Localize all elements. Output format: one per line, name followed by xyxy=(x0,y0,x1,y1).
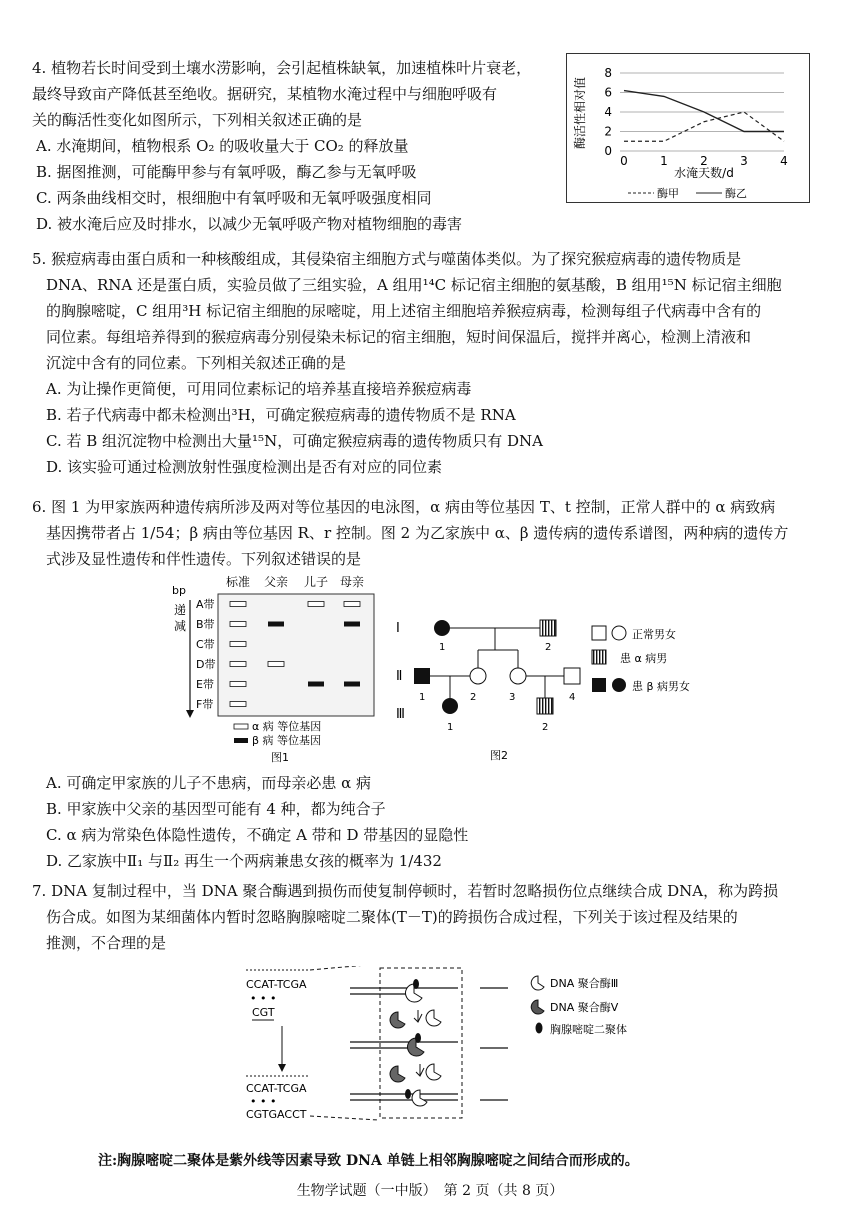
gel-row-label: B带 xyxy=(196,618,215,631)
q6-option-d: D. 乙家族中Ⅱ₁ 与Ⅱ₂ 再生一个两病兼患女孩的概率为 1/432 xyxy=(46,852,442,870)
legend-pol-V-icon xyxy=(531,1000,544,1014)
gel-row-label: F带 xyxy=(196,698,214,711)
note-label: 注: xyxy=(98,1153,118,1169)
fig2-caption: 图2 xyxy=(490,749,508,762)
legend-alpha-band xyxy=(234,724,248,729)
bp-label: bp xyxy=(172,584,186,597)
III2-alpha-male xyxy=(537,698,553,714)
x-tick-label: 1 xyxy=(660,154,668,168)
III1-beta-female xyxy=(442,698,458,714)
mother-band-beta-1 xyxy=(344,622,360,627)
legend-dimer-icon xyxy=(536,1023,543,1034)
legend-alpha-label: 患 α 病男 xyxy=(620,652,668,665)
legend-pol-III-label: DNA 聚合酶Ⅲ xyxy=(550,977,619,990)
x-tick-label: 3 xyxy=(740,154,748,168)
mother-band-alpha xyxy=(344,602,360,607)
q5-option-d: D. 该实验可通过检测放射性强度检测出是否有对应的同位素 xyxy=(46,458,443,476)
II2-number: 2 xyxy=(470,692,477,703)
q5-option-b: B. 若子代病毒中都未检测出³H，可确定猴痘病毒的遗传物质不是 RNA xyxy=(46,406,516,424)
q6-line-3: 式涉及显性遗传和伴性遗传。下列叙述错误的是 xyxy=(46,550,362,568)
y-tick-label: 8 xyxy=(604,66,612,80)
legend-dimer-label: 胸腺嘧啶二聚体 xyxy=(550,1023,627,1036)
II1-beta-male xyxy=(414,668,430,684)
pol-III-free-icon xyxy=(426,1010,441,1026)
seq-top-dots: • • • xyxy=(250,992,277,1005)
standard-band xyxy=(230,682,246,687)
mother-band-beta-2 xyxy=(344,682,360,687)
III1-number: 1 xyxy=(447,722,454,733)
q6-option-c: C. α 病为常染色体隐性遗传，不确定 A 带和 D 带基因的显隐性 xyxy=(46,826,469,844)
legend-normal-label: 正常男女 xyxy=(632,628,676,641)
II2-normal-female xyxy=(470,668,486,684)
q4-line-3: 关的酶活性变化如图所示，下列相关叙述正确的是 xyxy=(32,111,363,129)
q5-line-2: DNA、RNA 还是蛋白质，实验员做了三组实验，A 组用¹⁴C 标记宿主细胞的氨基酸，B 组用¹⁵N 标记宿主细胞 xyxy=(46,276,782,294)
q7-line-3: 推测，不合理的是 xyxy=(46,934,167,952)
legend-beta-label: β 病 等位基因 xyxy=(252,734,322,747)
I2-number: 2 xyxy=(545,642,552,653)
legend-beta-female-icon xyxy=(612,678,626,692)
q5-stem xyxy=(32,246,782,480)
III2-number: 2 xyxy=(542,722,549,733)
x-tick-label: 0 xyxy=(620,154,628,168)
y-tick-label: 6 xyxy=(604,85,612,100)
son-band-beta xyxy=(308,682,324,687)
translesion-synthesis-figure xyxy=(238,966,678,1122)
q5-line-4: 同位素。每组培养得到的猴痘病毒分别侵染未标记的宿主细胞，短时间保温后，搅拌并离心，检测上清液和 xyxy=(46,328,752,346)
note-text: 胸腺嘧啶二聚体是紫外线等因素导致 DNA 单链上相邻胸腺嘧啶之间结合而形成的。 xyxy=(117,1153,639,1169)
q4-option-a: A. 水淹期间，植物根系 O₂ 的吸收量大于 CO₂ 的释放量 xyxy=(36,137,409,155)
legend-beta-label: 患 β 病男女 xyxy=(632,680,691,693)
legend-alpha-male-icon xyxy=(592,650,606,664)
q4-stem xyxy=(32,55,531,237)
gen-I: Ⅰ xyxy=(396,621,400,636)
gel-row-label: D带 xyxy=(196,658,216,671)
gel-row-label: C带 xyxy=(196,638,215,651)
q4-option-c: C. 两条曲线相交时，根细胞中有氧呼吸和无氧呼吸强度相同 xyxy=(36,189,432,207)
standard-band xyxy=(230,662,246,667)
legend-beta-male-icon xyxy=(592,678,606,692)
electrophoresis-figure xyxy=(168,572,392,768)
legend-enzyme-b: 酶乙 xyxy=(725,187,747,200)
gel-column-label: 母亲 xyxy=(339,575,365,589)
standard-band xyxy=(230,702,246,707)
gel-column-label: 儿子 xyxy=(303,575,329,589)
gen-III: Ⅲ xyxy=(396,707,405,722)
y-tick-label: 0 xyxy=(604,144,612,158)
gel-row-label: A带 xyxy=(196,598,215,611)
seq-top-new: CGT xyxy=(252,1006,275,1019)
legend-beta-band xyxy=(234,738,248,743)
II4-number: 4 xyxy=(569,692,576,703)
II3-normal-female xyxy=(510,668,526,684)
q6-stem xyxy=(32,494,788,572)
q4-line-1: 4. 植物若长时间受到土壤水涝影响，会引起植株缺氧，加速植株叶片衰老， xyxy=(32,59,532,77)
page-footer: 生物学试题（一中版） 第 2 页（共 8 页） xyxy=(296,1183,564,1199)
seq-bottom-new: CGTGACCT xyxy=(246,1108,307,1121)
legend-alpha-label: α 病 等位基因 xyxy=(252,720,322,733)
standard-band xyxy=(230,622,246,627)
descending-label-1: 递 xyxy=(174,603,187,617)
q6-line-2: 基因携带者占 1/54；β 病由等位基因 R、r 控制。图 2 为乙家族中 α、β 遗传病的遗传系谱图，两种病的遗传方 xyxy=(46,524,789,542)
down-arrow-icon xyxy=(278,1064,286,1072)
II1-number: 1 xyxy=(419,692,426,703)
q5-line-3: 的胸腺嘧啶，C 组用³H 标记宿主细胞的尿嘧啶，用上述宿主细胞培养猴痘病毒，检测每组子代病毒中含有的 xyxy=(46,302,762,320)
standard-band xyxy=(230,642,246,647)
gel-column-label: 父亲 xyxy=(263,575,289,589)
gen-II: Ⅱ xyxy=(396,669,403,684)
q6-option-b: B. 甲家族中父亲的基因型可能有 4 种，都为纯合子 xyxy=(46,800,386,818)
son-band-alpha xyxy=(308,602,324,607)
I1-beta-female xyxy=(434,620,450,636)
legend-normal-female-icon xyxy=(612,626,626,640)
q5-option-a: A. 为让操作更简便，可用同位素标记的培养基直接培养猴痘病毒 xyxy=(46,380,472,398)
q7-line-2: 伤合成。如图为某细菌体内暂时忽略胸腺嘧啶二聚体(T－T)的跨损伤合成过程，下列关于该过程及结果的 xyxy=(46,908,738,926)
seq-top-template: CCAT-TCGA xyxy=(246,978,307,991)
q5-option-c: C. 若 B 组沉淀物中检测出大量¹⁵N，可确定猴痘病毒的遗传物质只有 DNA xyxy=(46,432,543,450)
seq-bottom-dots: • • • xyxy=(250,1095,277,1108)
father-band-alpha xyxy=(268,662,284,667)
q6-options xyxy=(46,770,468,874)
II4-normal-male xyxy=(564,668,580,684)
fig1-caption: 图1 xyxy=(271,751,289,764)
q5-line-5: 沉淀中含有的同位素。下列相关叙述正确的是 xyxy=(46,354,347,372)
gel-frame xyxy=(218,594,374,716)
I2-alpha-male xyxy=(540,620,556,636)
seq-bottom-template: CCAT-TCGA xyxy=(246,1082,307,1095)
y-tick-label: 4 xyxy=(604,105,612,119)
q4-line-2: 最终导致亩产降低甚至绝收。据研究，某植物水淹过程中与细胞呼吸有 xyxy=(32,85,498,103)
legend-enzyme-a: 酶甲 xyxy=(657,187,679,200)
father-band-beta xyxy=(268,622,284,627)
q7-line-1: 7. DNA 复制过程中，当 DNA 聚合酶遇到损伤而使复制停顿时，若暂时忽略损伤位点继续合成 DNA，称为跨损 xyxy=(32,882,779,900)
legend-pol-III-icon xyxy=(531,976,544,990)
legend-pol-V-label: DNA 聚合酶Ⅴ xyxy=(550,1001,619,1014)
enzyme-activity-chart xyxy=(566,53,810,203)
q6-option-a: A. 可确定甲家族的儿子不患病，而母亲必患 α 病 xyxy=(46,774,372,792)
q4-option-b: B. 据图推测，可能酶甲参与有氧呼吸，酶乙参与无氧呼吸 xyxy=(36,163,417,181)
II3-number: 3 xyxy=(509,692,516,703)
gel-column-label: 标准 xyxy=(225,575,251,589)
legend-normal-male-icon xyxy=(592,626,606,640)
I1-number: 1 xyxy=(439,642,446,653)
q5-line-1: 5. 猴痘病毒由蛋白质和一种核酸组成，其侵染宿主细胞方式与噬菌体类似。为了探究猴痘病毒的遗传物质是 xyxy=(32,250,742,268)
descending-label-2: 减 xyxy=(174,619,187,633)
x-tick-label: 4 xyxy=(780,154,788,168)
gel-row-label: E带 xyxy=(196,678,214,691)
y-tick-label: 2 xyxy=(604,124,612,139)
pedigree-figure xyxy=(392,606,722,766)
dimer-icon xyxy=(413,979,419,989)
x-tick-label: 2 xyxy=(700,154,708,168)
q4-option-d: D. 被水淹后应及时排水，以减少无氧呼吸产物对植物细胞的毒害 xyxy=(36,215,463,233)
q7-note xyxy=(98,1150,639,1170)
pol-V-icon xyxy=(390,1012,405,1028)
q6-line-1: 6. 图 1 为甲家族两种遗传病所涉及两对等位基因的电泳图，α 病由等位基因 T、t 控制，正常人群中的 α 病致病 xyxy=(32,498,776,516)
chart-xlabel: 水淹天数/d xyxy=(674,166,734,180)
chart-ylabel: 酶活性相对值 xyxy=(573,76,587,150)
arrowhead-icon xyxy=(186,710,194,718)
standard-band xyxy=(230,602,246,607)
zoom-box xyxy=(380,968,462,1118)
q7-stem xyxy=(32,878,778,956)
